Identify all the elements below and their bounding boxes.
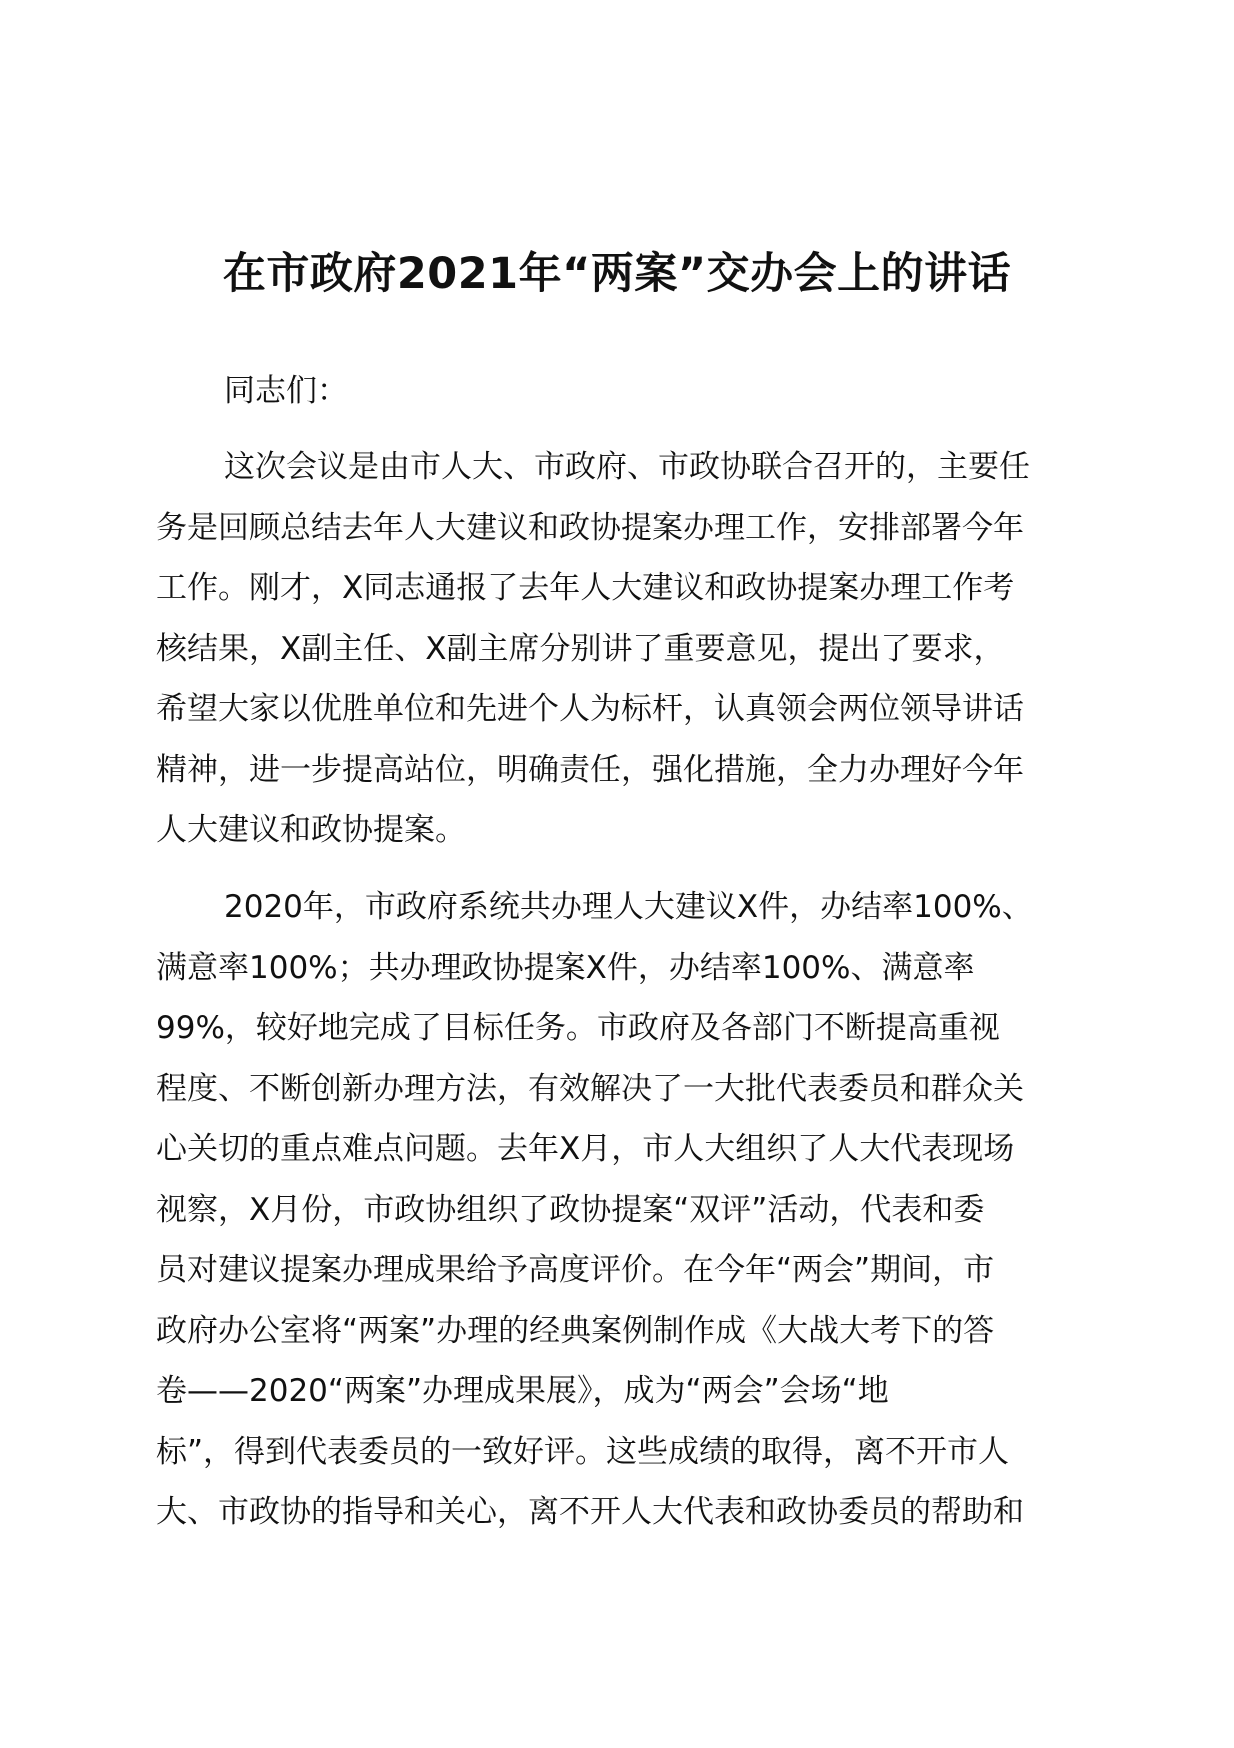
paragraph-1: [156, 437, 1100, 861]
paragraph-line: 核结果，X副主任、X副主席分别讲了重要意见，提出了要求，: [156, 630, 1005, 667]
paragraph-2: [156, 877, 1100, 1543]
paragraph-line: 政府办公室将“两案”办理的经典案例制作成《大战大考下的答: [156, 1312, 995, 1349]
paragraph-line: 心关切的重点难点问题。去年X月，市人大组织了人大代表现场: [156, 1131, 1015, 1167]
paragraph-line: 99%，较好地完成了目标任务。市政府及各部门不断提高重视: [156, 1010, 1000, 1046]
salutation: [156, 361, 1100, 422]
paragraph-line: 满意率100%；共办理政协提案X件，办结率100%、满意率: [156, 949, 975, 986]
paragraph-line: 这次会议是由市人大、市政府、市政协联合召开的，主要任: [224, 449, 1030, 485]
paragraph-line: 工作。刚才，X同志通报了去年人大建议和政协提案办理工作考: [156, 570, 1015, 606]
paragraph-line: 卷——2020“两案”办理成果展》，成为“两会”会场“地: [156, 1373, 889, 1409]
paragraph-line: 2020年，市政府系统共办理人大建议X件，办结率100%、: [224, 889, 1033, 925]
paragraph-line: 标”，得到代表委员的一致好评。这些成绩的取得，离不开市人: [156, 1433, 1010, 1470]
paragraph-line: 希望大家以优胜单位和先进个人为标杆，认真领会两位领导讲话: [156, 691, 1024, 727]
paragraph-line: 视察，X月份，市政协组织了政协提案“双评”活动，代表和委: [156, 1191, 985, 1228]
paragraph-line: 程度、不断创新办理方法，有效解决了一大批代表委员和群众关: [156, 1070, 1024, 1107]
paragraph-line: 务是回顾总结去年人大建议和政协提案办理工作，安排部署今年: [156, 509, 1024, 546]
document-title: 在市政府2021年“两案”交办会上的讲话: [222, 249, 1012, 299]
salutation-line: 同志们：: [224, 373, 348, 409]
paragraph-line: 员对建议提案办理成果给予高度评价。在今年“两会”期间，市: [156, 1252, 995, 1288]
paragraph-line: 人大建议和政协提案。: [156, 812, 466, 848]
paragraph-line: 大、市政协的指导和关心，离不开人大代表和政协委员的帮助和: [156, 1494, 1024, 1530]
paragraph-line: 精神，进一步提高站位，明确责任，强化措施，全力办理好今年: [156, 751, 1024, 788]
